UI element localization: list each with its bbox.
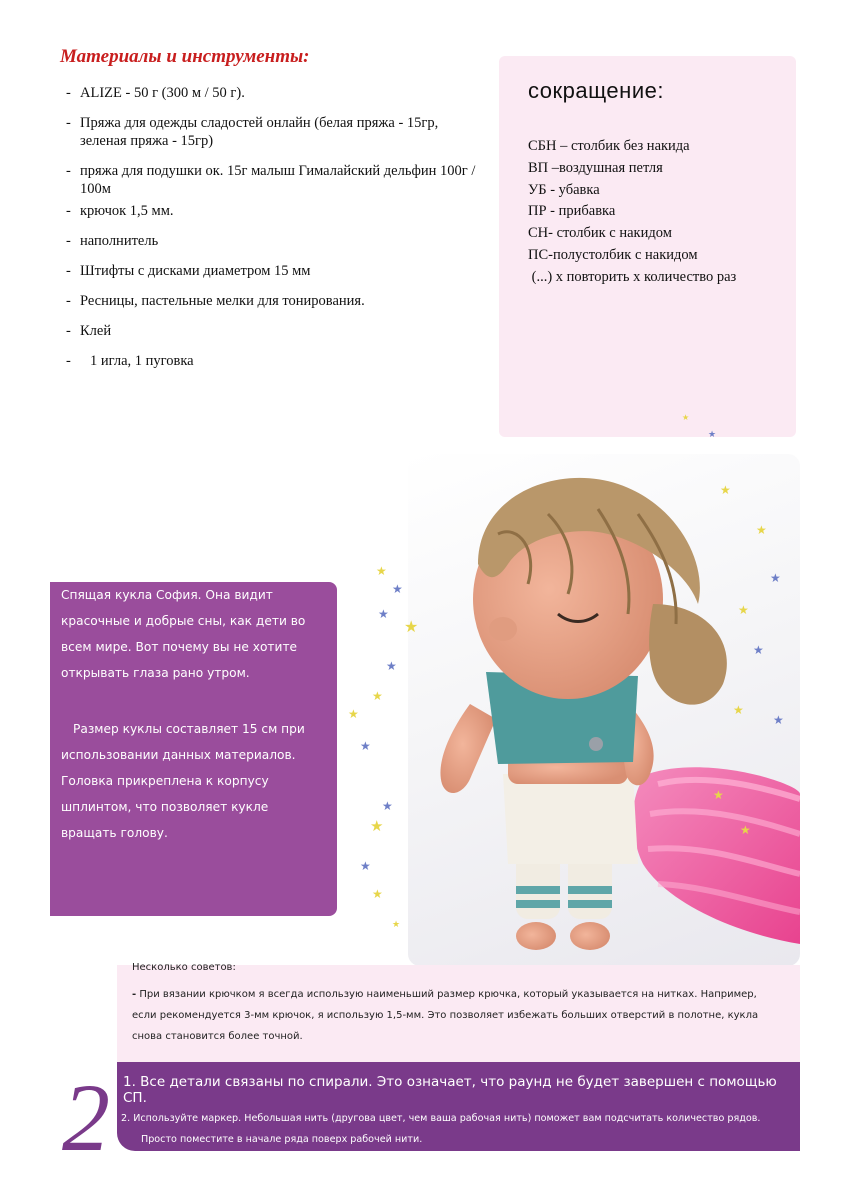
step-1: 1. Все детали связаны по спирали. Это означает, что раунд не будет завершен с помощью СП.	[123, 1074, 777, 1106]
list-item: СН- столбик с накидом	[528, 225, 672, 242]
step-2: 2. Используйте маркер. Небольшая нить (другова цвет, чем ваша рабочая нить) поможет вам подсчитать количество рядов. Просто поместите в начале ряда поверх рабочей нити.	[121, 1113, 761, 1145]
doll-legs	[516, 849, 612, 950]
star-icon: ★	[392, 582, 403, 596]
star-icon: ★	[740, 823, 751, 837]
list-item: ПС-полустолбик с накидом	[528, 246, 698, 263]
star-icon: ★	[372, 887, 383, 901]
button-illustration	[589, 737, 603, 751]
list-item: - наполнитель	[66, 233, 159, 249]
steps-box	[117, 1062, 800, 1151]
star-icon: ★	[370, 819, 384, 835]
star-icon: ★	[713, 788, 724, 802]
list-item: - 1 игла, 1 пуговка	[66, 353, 194, 369]
list-item: - ALIZE - 50 г (300 м / 50 г).	[66, 85, 245, 101]
list-item: (...) х повторить х количество раз	[528, 268, 737, 285]
star-icon: ★	[682, 413, 690, 422]
star-icon: ★	[376, 564, 387, 578]
star-icon: ★	[378, 607, 389, 621]
doll-photo	[408, 454, 800, 966]
doll-pants	[503, 774, 638, 864]
list-item: - Штифты с дисками диаметром 15 мм	[66, 263, 311, 279]
tips-box	[117, 962, 800, 1063]
star-icon: ★	[404, 619, 419, 636]
star-icon: ★	[753, 643, 764, 657]
list-item: УБ - убавка	[528, 181, 600, 198]
description-paragraph-1: Спящая кукла София. Она видит красочные и добрые сны, как дети во всем мире. Вот почему вы не хотите открывать глаза рано утром.	[61, 588, 306, 680]
star-icon: ★	[386, 659, 397, 673]
list-item: - крючок 1,5 мм.	[66, 203, 174, 219]
materials-list	[66, 84, 486, 382]
list-item: ПР - прибавка	[528, 203, 616, 220]
doll-arm-left	[440, 704, 496, 793]
star-icon: ★	[770, 571, 781, 585]
star-icon: ★	[348, 707, 359, 721]
star-icon: ★	[738, 603, 749, 617]
star-icon: ★	[360, 739, 371, 753]
star-icon: ★	[756, 523, 767, 537]
materials-title: Материалы и инструменты:	[60, 46, 310, 67]
star-icon: ★	[372, 689, 383, 703]
list-item: - Пряжа для одежды сладостей онлайн (белая пряжа - 15гр, зеленая пряжа - 15гр)	[66, 115, 439, 149]
description-paragraph-2: Размер куклы составляет 15 см при использовании данных материалов. Головка прикреплена к корпусу шплинтом, что позволяет кукле вращать голову.	[61, 722, 305, 840]
star-icon: ★	[720, 483, 731, 497]
list-item: - Ресницы, пастельные мелки для тонирования.	[66, 293, 365, 309]
doll-nose	[489, 617, 517, 641]
star-icon: ★	[773, 713, 784, 727]
page-number: 2	[62, 1064, 110, 1171]
list-item: СБН – столбик без накида	[528, 138, 690, 154]
list-item: - Клей	[66, 323, 112, 339]
star-icon: ★	[733, 703, 744, 717]
star-icon: ★	[392, 919, 401, 929]
star-icon: ★	[360, 859, 371, 873]
star-icon: ★	[382, 799, 393, 813]
description-box	[50, 582, 337, 916]
abbreviations-box	[499, 56, 796, 437]
list-item: ВП –воздушная петля	[528, 159, 663, 176]
tips-text: - При вязании крючком я всегда использую наименьший размер крючка, который указывается на нитках. Например, если рекомендуется 3-мм крючок, я использую 1,5-мм. Это позволяет избежать больших отверстий в полотне, кукла снова становится более точной.	[132, 989, 759, 1042]
abbreviations-list	[528, 136, 736, 289]
tips-title: Несколько советов:	[132, 962, 236, 973]
list-item: - пряжа для подушки ок. 15г малыш Гималайский дельфин 100г / 100м	[66, 163, 476, 197]
star-icon: ★	[708, 429, 717, 439]
abbreviations-title: сокращение:	[528, 78, 664, 103]
